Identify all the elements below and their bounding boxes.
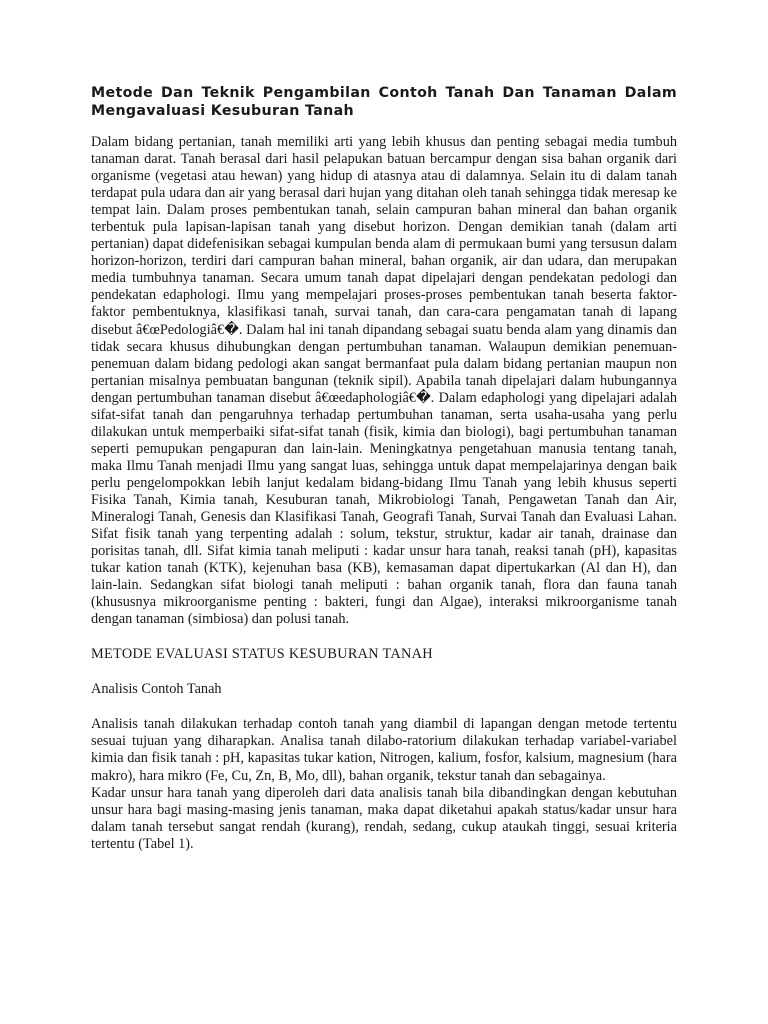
sub-heading: Analisis Contoh Tanah: [91, 681, 222, 698]
section-heading: METODE EVALUASI STATUS KESUBURAN TANAH: [91, 646, 433, 663]
nutrients-paragraph: Kadar unsur hara tanah yang diperoleh dari data analisis tanah bila dibandingkan dengan kebutuhan unsur hara bagi masing-masing jenis tanaman, maka dapat diketahui apakah status/kadar unsur hara dalam tanah tersebut sangat rendah (kurang), rendah, sedang, cukup ataukah tinggi, sesuai kriteria tertentu (Tabel 1).: [91, 784, 677, 852]
analysis-paragraph: Analisis tanah dilakukan terhadap contoh tanah yang diambil di lapangan dengan metode tertentu sesuai tujuan yang diharapkan. Analisa tanah dilabo-ratorium dilakukan terhadap variabel-variabel kimia dan fisik tanah : pH, kapasitas tukar kation, Nitrogen, kalium, fosfor, kalsium, magnesium (hara makro), hara mikro (Fe, Cu, Zn, B, Mo, dll), bahan organik, tekstur tanah dan sebagainya.: [91, 716, 677, 784]
document-title: Metode Dan Teknik Pengambilan Contoh Tanah Dan Tanaman Dalam Mengavaluasi Kesuburan Tanah: [91, 85, 677, 119]
intro-paragraph: Dalam bidang pertanian, tanah memiliki arti yang lebih khusus dan penting sebagai media tumbuh tanaman darat. Tanah berasal dari hasil pelapukan batuan bercampur dengan sisa bahan organik dari organisme (vegetasi atau hewan) yang hidup di atasnya atau di dalamnya. Selain itu di dalam tanah terdapat pula udara dan air yang berasal dari hujan yang ditahan oleh tanah sehingga tidak meresap ke tempat lain. Dalam proses pembentukan tanah, selain campuran bahan mineral dan bahan organik terbentuk pula lapisan-lapisan tanah yang disebut horizon. Dengan demikian tanah (dalam arti pertanian) dapat didefenisikan sebagai kumpulan benda alam di permukaan bumi yang tersusun dalam horizon-horizon, terdiri dari campuran bahan mineral, bahan organik, air dan udara, dan merupakan media tumbuhnya tanaman. Secara umum tanah dapat dipelajari dengan pendekatan pedologi dan pendekatan edaphologi. Ilmu yang mempelajari proses-proses pembentukan tanah beserta faktor-faktor pembentuknya, klasifikasi tanah, survai tanah, dan cara-cara pengamatan tanah di lapang disebut â€œPedologiâ€�. Dalam hal ini tanah dipandang sebagai suatu benda alam yang dinamis dan tidak secara khusus dihubungkan dengan pertumbuhan tanaman. Walaupun demikian penemuan-penemuan dalam bidang pedologi akan sangat bermanfaat pula dalam bidang pertanian maupun non pertanian misalnya pembuatan bangunan (teknik sipil). Apabila tanah dipelajari dalam hubungannya dengan pertumbuhan tanaman disebut â€œedaphologiâ€�. Dalam edaphologi yang dipelajari adalah sifat-sifat tanah dan pengaruhnya terhadap pertumbuhan tanaman, serta usaha-usaha yang perlu dilakukan untuk memperbaiki sifat-sifat tanah (fisik, kimia dan biologi), bagi pertumbuhan tanaman seperti pemupukan pengapuran dan lain-lain. Meningkatnya pengetahuan manusia tentang tanah, maka Ilmu Tanah menjadi Ilmu yang sangat luas, sehingga untuk dapat mempelajarinya dengan baik perlu pengelompokkan lebih lanjut kedalam bidang-bidang Ilmu Tanah yang lebih khusus seperti Fisika Tanah, Kimia tanah, Kesuburan tanah, Mikrobiologi Tanah, Pengawetan Tanah dan Air, Mineralogi Tanah, Genesis dan Klasifikasi Tanah, Geografi Tanah, Survai Tanah dan Evaluasi Lahan. Sifat fisik tanah yang terpenting adalah : solum, tekstur, struktur, kadar air tanah, drainase dan porisitas tanah, dll. Sifat kimia tanah meliputi : kadar unsur hara tanah, reaksi tanah (pH), kapasitas tukar kation tanah (KTK), kejenuhan basa (KB), kemasaman dapat dipertukarkan (Al dan H), dan lain-lain. Sedangkan sifat biologi tanah meliputi : bahan organik tanah, flora dan fauna tanah (khususnya mikroorganisme penting : bakteri, fungi dan Algae), interaksi mikroorganisme tanah dengan tanaman (simbiosa) dan polusi tanah.: [91, 134, 677, 628]
document-page: [91, 84, 677, 853]
